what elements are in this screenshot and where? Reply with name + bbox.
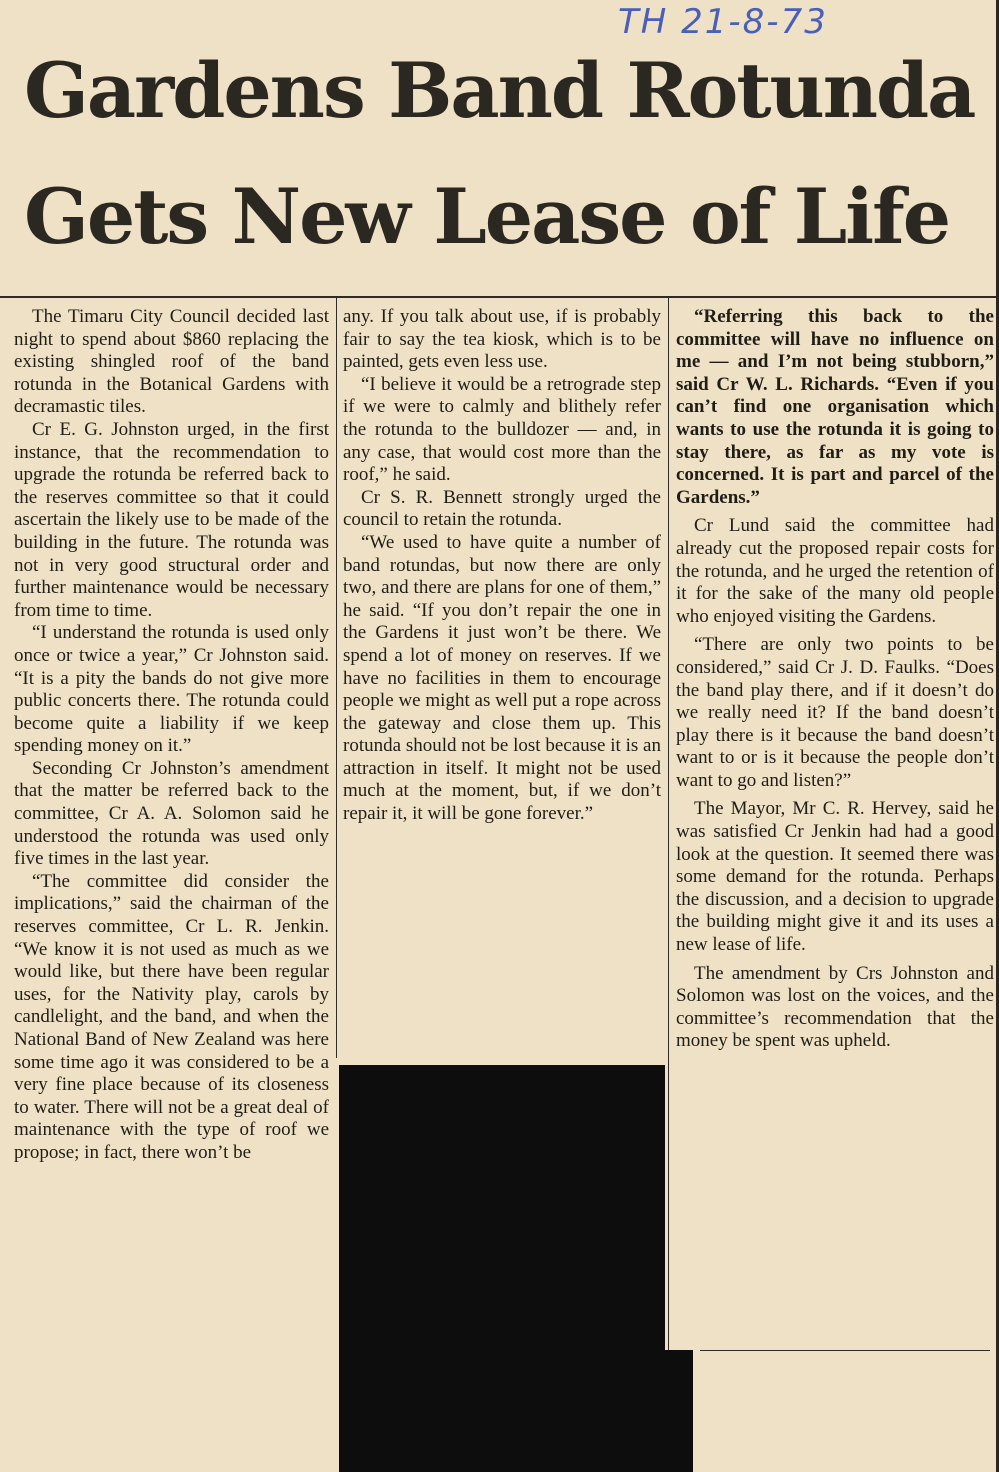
headline-rule: [0, 296, 999, 298]
paragraph: any. If you talk about use, if is probably fair to say the tea kiosk, which is to be painted, gets even less use.: [343, 306, 661, 373]
paragraph: The amendment by Crs Johnston and Solomon was lost on the voices, and the committee’s recommendation that the money be spent was upheld.: [676, 962, 994, 1052]
paragraph: “We used to have quite a number of band rotundas, but now there are only two, and there are plans for one of them,” he said. “If you don’t repair the one in the Gardens it just won’t be there. We spend a lot of money on reserves. If we have no facilities in them to encourage people we might as well put a rope across the gateway and close them up. This rotunda should not be lost because it is an attraction in itself. It might not be used much at the moment, but, if we don’t repair it, it will be gone forever.”: [343, 531, 661, 825]
paragraph: The Mayor, Mr C. R. Hervey, said he was satisfied Cr Jenkin had had a good look at the question. It seemed there was some demand for the rotunda. Perhaps the discussion, and a decision to upgrade the building might give it and its uses a new lease of life.: [676, 798, 994, 956]
paragraph: The Timaru City Council decided last night to spend about $860 replacing the existing shingled roof of the band rotunda in the Botanical Gardens with decramastic tiles.: [14, 306, 329, 418]
scan-background-black-area: [665, 1350, 693, 1472]
paragraph: Cr E. G. Johnston urged, in the first instance, that the recommendation to upgrade the rotunda be referred back to the reserves committee so that it could ascertain the likely use to be made of the building in the future. The rotunda was not in very good structural order and further maintenance would be necessary from time to time.: [14, 418, 329, 621]
scan-background-black-area: [339, 1065, 665, 1472]
article-column-3: [676, 306, 994, 1053]
handwritten-date-annotation: TH 21-8-73: [618, 2, 828, 42]
headline-line-2: Gets New Lease of Life: [24, 172, 950, 261]
article-column-2: [343, 306, 661, 826]
paragraph: “There are only two points to be considered,” said Cr J. D. Faulks. “Does the band play there, and if it doesn’t do we really need it? If the band doesn’t play there is it because the band doesn’t want to or is it because the people don’t want to go and listen?”: [676, 634, 994, 791]
paragraph: “I understand the rotunda is used only once or twice a year,” Cr Johnston said. “It is a pity the bands do not give more public concerts there. The rotunda could become quite a liability if we keep spending money on it.”: [14, 622, 329, 757]
bold-paragraph: “Referring this back to the committee will have no influence on me — and I’m not being stubborn,” said Cr W. L. Richards. “Even if you can’t find one organisation which wants to use the rotunda it is going to stay there, as far as my vote is concerned. It is part and parcel of the Gardens.”: [676, 306, 994, 508]
paragraph: Seconding Cr Johnston’s amendment that the matter be referred back to the committee, Cr A. A. Solomon said he understood the rotunda was used only five times in the last year.: [14, 757, 329, 870]
paragraph: “I believe it would be a retrograde step if we were to calmly and blithely refer the rotunda to the bulldozer — and, in any case, that would cost more than the roof,” he said.: [343, 373, 661, 486]
end-rule: [700, 1350, 990, 1351]
article-column-1: [14, 306, 329, 1165]
paragraph: “The committee did consider the implications,” said the chairman of the reserves committee, Cr L. R. Jenkin. “We know it is not used as much as we would like, but there have been regular uses, for the Nativity play, carols by candlelight, and the band, and when the National Band of New Zealand was here some time ago it was considered to be a very fine place because of its closeness to water. There will not be a great deal of maintenance with the type of roof we propose; in fact, there won’t be: [14, 870, 329, 1163]
paragraph: Cr S. R. Bennett strongly urged the council to retain the rotunda.: [343, 486, 661, 531]
column-rule-2: [668, 298, 669, 1350]
column-rule-1: [336, 298, 337, 1058]
paragraph: Cr Lund said the committee had already cut the proposed repair costs for the rotunda, and he urged the retention of it for the sake of the many old people who enjoyed visiting the Gardens.: [676, 515, 994, 627]
headline-line-1: Gardens Band Rotunda: [24, 46, 975, 135]
